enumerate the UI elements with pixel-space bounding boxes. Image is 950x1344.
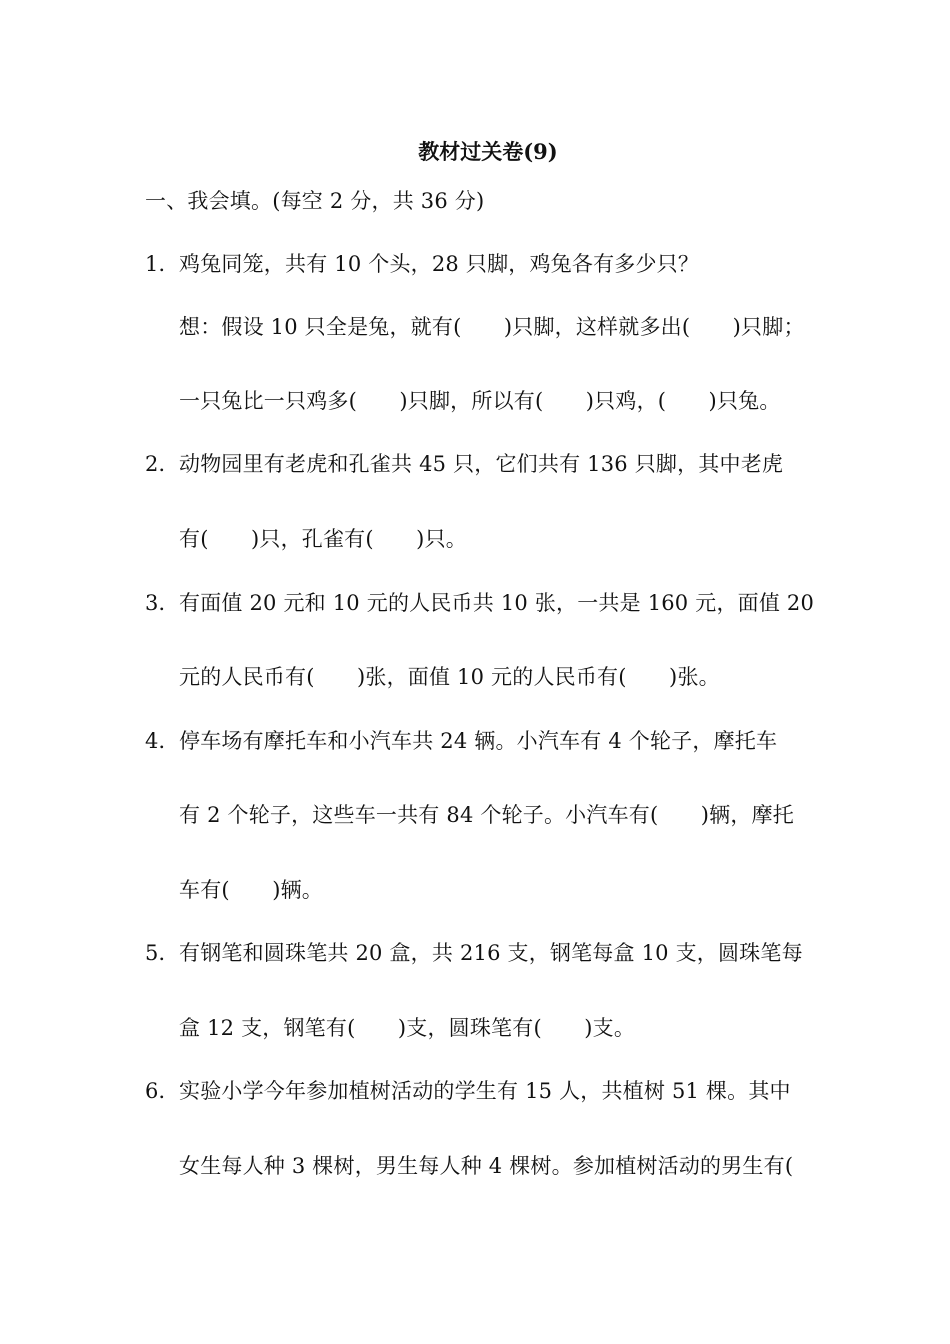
question-text: 有面值 20 元和 10 元的人民币共 10 张，一共是 160 元，面值 20 <box>179 591 815 615</box>
question-4-line-3: 车有( )辆。 <box>179 878 323 902</box>
question-1-line-3: 一只兔比一只鸡多( )只脚，所以有( )只鸡，( )只兔。 <box>179 389 781 413</box>
section-heading: 一、我会填。(每空 2 分，共 36 分) <box>145 189 485 213</box>
question-number: 1． <box>145 252 180 276</box>
question-text: 停车场有摩托车和小汽车共 24 辆。小汽车有 4 个轮子，摩托车 <box>179 729 778 753</box>
question-5-line-2: 盒 12 支，钢笔有( )支，圆珠笔有( )支。 <box>179 1016 636 1040</box>
question-5-line-1 <box>145 939 803 967</box>
page-title: 教材过关卷(9) <box>418 139 558 164</box>
question-3-line-1 <box>145 589 814 617</box>
question-number: 3． <box>145 591 180 615</box>
question-number: 4． <box>145 729 180 753</box>
question-6-line-2: 女生每人种 3 棵树，男生每人种 4 棵树。参加植树活动的男生有( <box>179 1154 794 1178</box>
question-2-line-1 <box>145 450 783 478</box>
question-number: 2． <box>145 452 180 476</box>
question-2-line-2: 有( )只，孔雀有( )只。 <box>179 527 467 551</box>
question-text: 动物园里有老虎和孔雀共 45 只，它们共有 136 只脚，其中老虎 <box>179 452 784 476</box>
question-4-line-1 <box>145 727 777 755</box>
question-4-line-2: 有 2 个轮子，这些车一共有 84 个轮子。小汽车有( )辆，摩托 <box>179 803 794 827</box>
question-text: 实验小学今年参加植树活动的学生有 15 人，共植树 51 棵。其中 <box>179 1079 791 1103</box>
question-number: 6． <box>145 1079 180 1103</box>
question-text: 有钢笔和圆珠笔共 20 盒，共 216 支，钢笔每盒 10 支，圆珠笔每 <box>179 941 803 965</box>
question-1-line-2: 想：假设 10 只全是兔，就有( )只脚，这样就多出( )只脚； <box>179 315 805 339</box>
question-6-line-1 <box>145 1077 791 1105</box>
question-1-line-1 <box>145 250 699 278</box>
question-3-line-2: 元的人民币有( )张，面值 10 元的人民币有( )张。 <box>179 665 720 689</box>
question-text: 鸡兔同笼，共有 10 个头，28 只脚，鸡兔各有多少只？ <box>179 252 700 276</box>
question-number: 5． <box>145 941 180 965</box>
